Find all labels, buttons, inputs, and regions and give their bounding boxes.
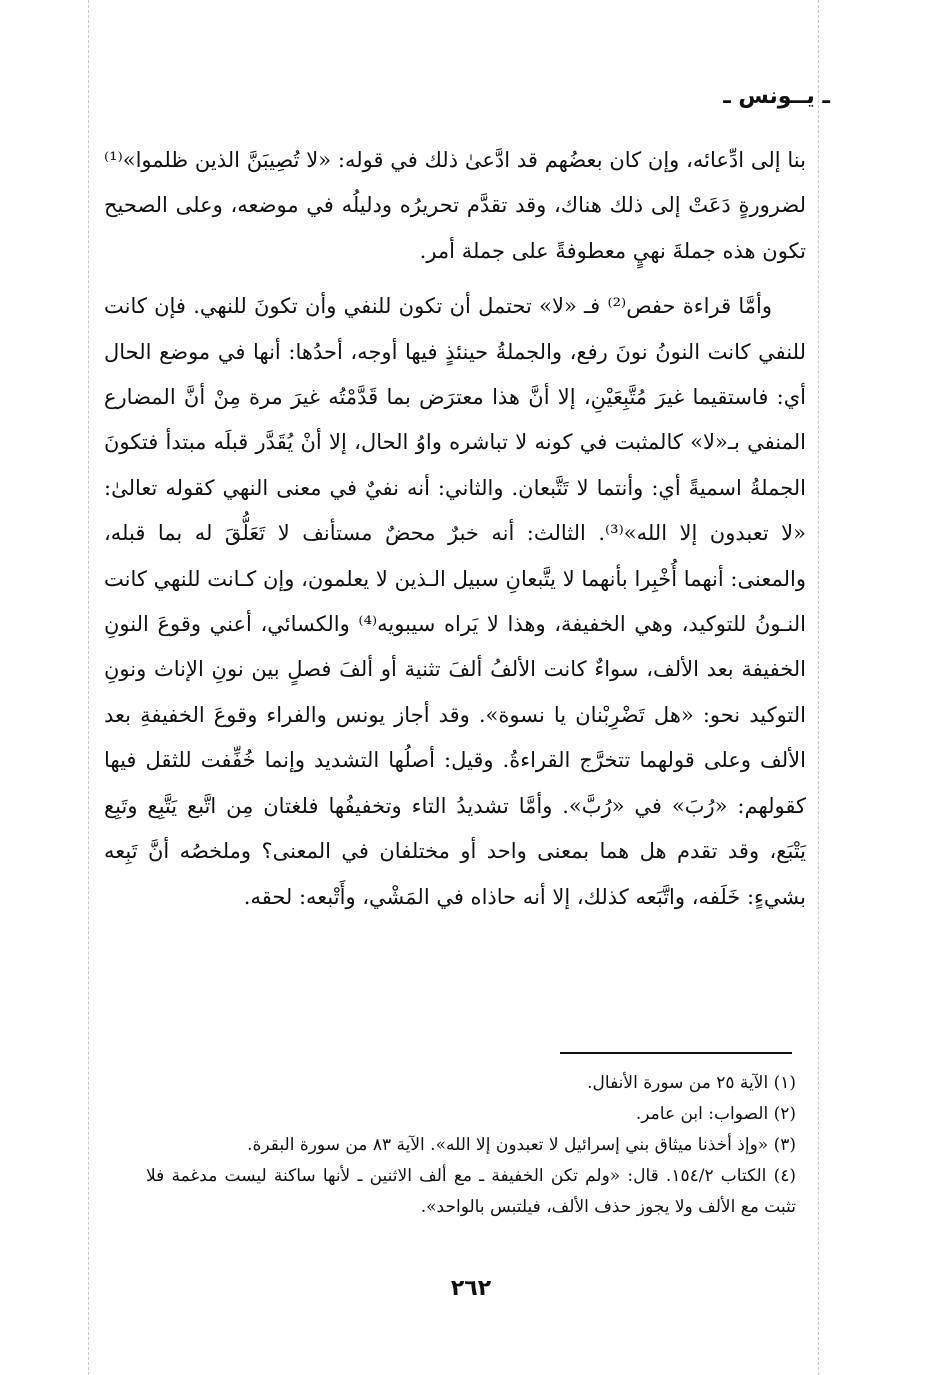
paragraph-2 (104, 284, 806, 920)
footnote-4 (146, 1161, 796, 1223)
text-line: الحال، إلا أنْ يُقَدَّر قبلَه مبتدأ فتكونَ الجملةُ اسميةً أي: وأنتما لا تَتَّبعان. (104, 430, 806, 500)
page-number: ٢٦٢ (450, 1276, 492, 1301)
text-line: بنا إلى ادِّعائه، وإن كان بعضُهم قد ادَّعىٰ ذلك في قوله: «لا تُصِيبَنَّ الذين (194, 148, 806, 172)
footnote-1 (146, 1068, 796, 1099)
text-line: الإناث ونونِ التوكيد نحو: «هل تَضْرِبْنان يا نسوة». وقد أجاز يونس والفراء (104, 657, 806, 727)
footnote-separator (560, 1052, 792, 1054)
text-line: فإن كانت للنفي كانت النونُ نونَ رفع، والجملةُ حينئذٍ فيها أوجه، أحدُها: (104, 294, 806, 364)
text-line: وقوعَ الخفيفةِ بعد الألف وعلى قولهما تتخرَّج القراءةُ. وقيل: أصلُها التشديد (104, 702, 806, 773)
footnote-line: (٣) «وإذ أخذنا ميثاق بني إسرائيل لا تعبدون إلا الله». الآية ٨٣ من سورة البقرة. (247, 1135, 796, 1155)
text-line: المعنى؟ وملخصُه أنَّ تَبِعه بشيءٍ: خَلَفه، واتَّبَعه كذلك، إلا أنه حاذاه في (104, 839, 806, 909)
footnote-line: (١) الآية ٢٥ من سورة الأنفال. (587, 1073, 796, 1093)
text-line: بأنهما لا يتَّبعانِ سبيل الـذين لا يعلمون، وإن كـانت للنهي كانت النـونُ (104, 566, 806, 637)
left-margin-guide (88, 0, 89, 1375)
footnote-line: (٢) الصواب: ابن عامر. (635, 1104, 796, 1124)
footnote-3 (146, 1130, 796, 1161)
text-line: وإنما خُفِّفت للثقل فيها كقولهم: «رُبَ» في «رُبَّ». وأمَّا تشديدُ التاء وتخفيفُها (104, 748, 806, 818)
text-line: الثالث: أنه خبرٌ محضٌ مستأنف لا تَعَلُّقَ له بما قبله، والمعنى: أنهما أُخْبِرا (104, 521, 806, 591)
main-text (104, 138, 806, 920)
footnote-line: مدغمة فلا تثبت مع الألف ولا يجوز حذف الألف، فيلتبس بالواحد». (146, 1166, 796, 1217)
text-line: ظلموا»⁽¹⁾ لضرورةٍ دَعَتْ إلى ذلك هناك، وقد تقدَّم تحريرُه ودليلُه في موضعه، (104, 148, 806, 218)
running-header: ـ يــونس ـ (723, 84, 830, 109)
text-line: وأمَّا قراءة حفص⁽²⁾ فـ «لا» تحتمل أن تكون للنفي وأن تكونَ للنهي. (193, 294, 772, 319)
text-line: غيرَ مرة مِنْ أنَّ المضارع المنفي بـ«لا» كالمثبت في كونه لا تباشره واوُ (104, 385, 806, 455)
text-line: للتوكيد، وهي الخفيفة، وهذا لا يَراه سيبويه⁽⁴⁾ والكسائي، أعني وقوعَ النونِ (104, 612, 747, 637)
text-line: فلغتان مِن اتَّبع يَتَّبِع وتَبِع يَتْبَع، وقد تقدم هل هما بمعنى واحد أو مختلفان في (104, 793, 806, 864)
paragraph-1 (104, 138, 806, 274)
footnote-2 (146, 1099, 796, 1130)
footnotes (146, 1068, 796, 1223)
text-line: أنها في موضع الحال أي: فاستقيما غيرَ مُتَّبِعَيْنِ، إلا أنَّ هذا معترَض بما قَدَّمْتُه (104, 339, 806, 410)
text-line: المَشْي، وأَتْبعه: لحقه. (243, 884, 430, 909)
right-margin-guide (818, 0, 819, 1375)
text-line: والثاني: أنه نفيٌ في معنى النهي كقوله تعالىٰ: «لا تعبدون إلا الله»⁽³⁾. (104, 475, 807, 546)
footnote-line: (٤) الكتاب ١٥٤/٢. قال: «ولم تكن الخفيفة ـ مع ألف الاثنين ـ لأنها ساكنة ليست (224, 1166, 796, 1186)
text-line: وعلى الصحيح تكون هذه جملةَ نهيٍ معطوفةً على جملة أمر. (104, 193, 806, 263)
text-line: الخفيفة بعد الألف، سواءٌ كانت الألفُ ألفَ تثنية أو ألفَ فصلٍ بين نونِ (211, 657, 806, 682)
